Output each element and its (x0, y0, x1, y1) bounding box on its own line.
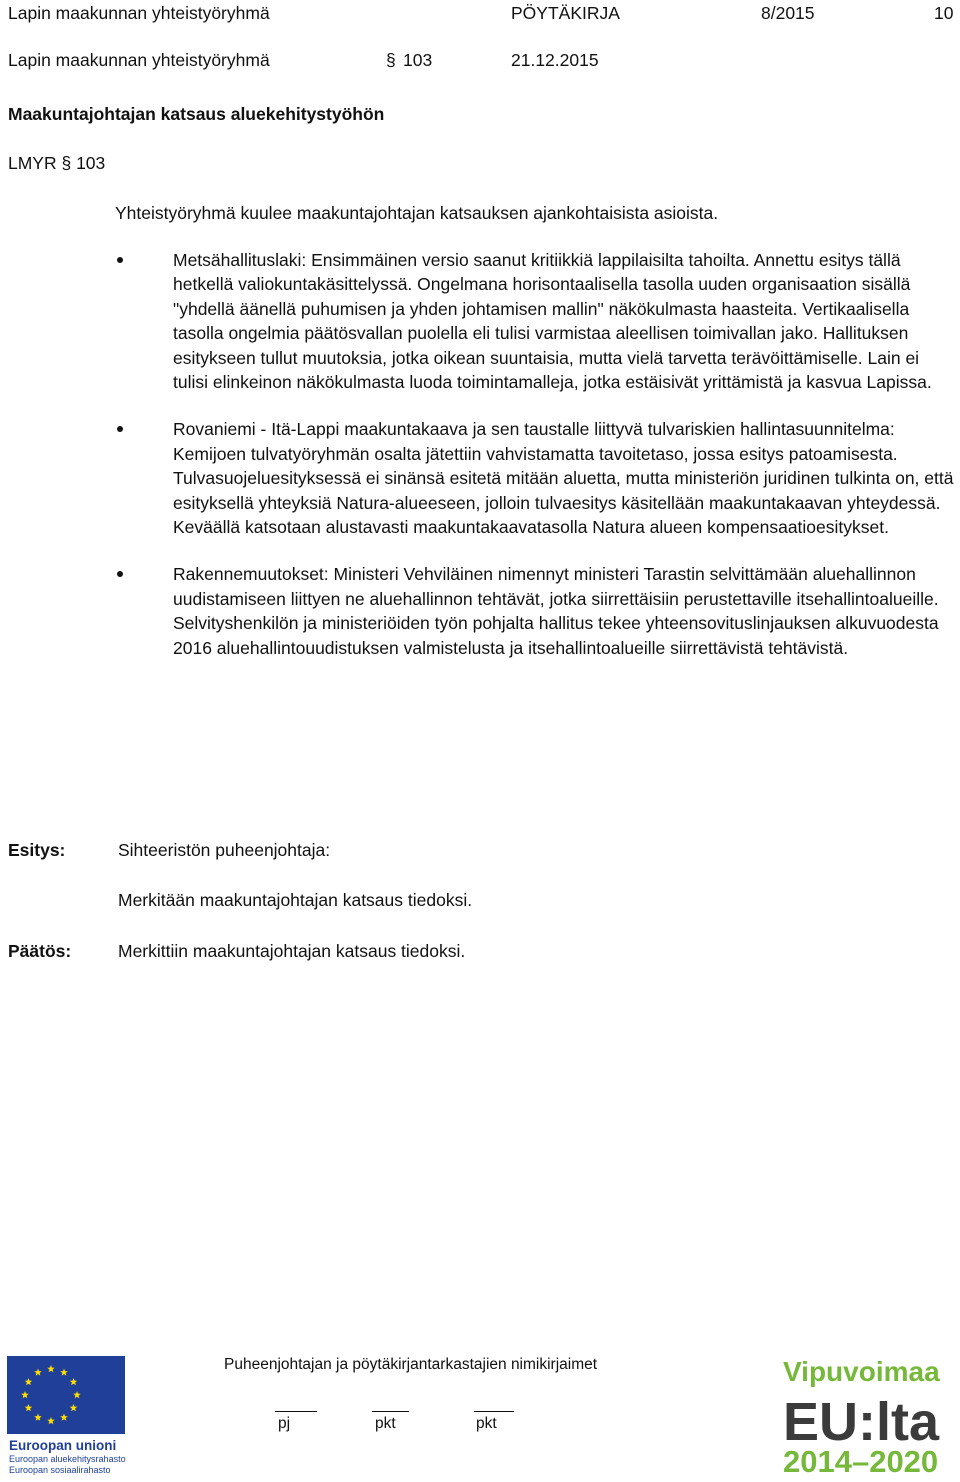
vipu-years: 2014–2020 (783, 1444, 939, 1477)
decision-text: Merkittiin maakuntajohtajan katsaus tiedoksi. (118, 941, 466, 961)
proposal-presenter: Sihteeristön puheenjohtaja: (118, 840, 331, 860)
eu-star-icon (34, 1414, 42, 1421)
bullet-list (0, 248, 960, 683)
eu-star-icon (25, 1404, 33, 1411)
header-doc-type: PÖYTÄKIRJA (511, 3, 620, 23)
vipuvoimaa-logo-graphic (780, 1352, 958, 1477)
vipu-line1: Vipuvoimaa (783, 1356, 940, 1387)
bullet-icon (117, 257, 123, 263)
eu-star-icon (60, 1414, 68, 1421)
signature-line (372, 1411, 409, 1412)
eu-star-icon (47, 1365, 55, 1372)
eu-star-icon (70, 1378, 78, 1385)
list-item-text: Rovaniemi - Itä-Lappi maakuntakaava ja sen taustalle liittyvä tulvariskien hallintasuunnitelma: Kemijoen tulvatyöryhmän osalta jätettiin vahvistamatta tavoitetaso, jossa esitys patoamisesta. Tulvasuojeluesityksessä ei sinänsä esitetä mitään aluetta, mutta ministeriön juridinen tulkinta on, että esityksellä yhteyksiä Natura-alueeseen, jolloin tulvaesitys käsitellään maakuntakaavan yhteydessä. Keväällä katsotaan alustavasti maakuntakaavatasolla Natura alueen kompensaatioesitykset. (173, 419, 954, 538)
signature-label-pkt: pkt (476, 1415, 497, 1432)
section-sign-icon: § (386, 50, 396, 70)
section-number: 103 (403, 50, 433, 70)
list-item (0, 417, 960, 539)
signature-line (474, 1411, 514, 1412)
signature-line (275, 1411, 317, 1412)
signatures-title: Puheenjohtajan ja pöytäkirjantarkastajien nimikirjaimet (224, 1356, 598, 1373)
eu-star-icon (47, 1417, 55, 1424)
list-item (0, 248, 960, 394)
prior-reference: LMYR § 103 (8, 153, 106, 173)
bullet-icon (117, 571, 123, 577)
decision-label: Päätös: (8, 941, 72, 961)
bullet-icon (117, 426, 123, 432)
eu-star-icon (34, 1368, 42, 1375)
header-doc-number: 8/2015 (761, 3, 815, 23)
vipu-line2: EU:lta (783, 1392, 940, 1452)
eu-star-icon (73, 1391, 81, 1398)
proposal-label: Esitys: (8, 840, 66, 860)
list-item-text: Metsähallituslaki: Ensimmäinen versio saanut kritiikkiä lappilaisilta tahoilta. Annettu esitys tällä hetkellä valiokuntakäsittelyssä. Ongelmana horisontaalisella tasolla uuden organisaation sisällä "yhdellä äänellä puhumisen ja yhden johtamisen mallin" näkökulmasta haasteita. Vertikaalisella tasolla ongelmia päätösvallan puolella eli tulisi varmistaa aleellisen toimivallan jako. Hallituksen esitykseen tullut muutoksia, jotka oikean suuntaisia, mutta vielä tarvetta terävöittämiselle. Lain ei tulisi elinkeinon näkökulmasta luoda toimintamalleja, jotka estäisivät yrittämistä ja kasvua Lapissa. (173, 250, 932, 393)
proposal-text: Merkitään maakuntajohtajan katsaus tiedoksi. (118, 890, 473, 910)
list-item-text: Rakennemuutokset: Ministeri Vehviläinen nimennyt ministeri Tarastin selvittämään aluehallinnon uudistamiseen liittyen ne aluehallinnon tehtävät, jotka siirrettäisiin perustettaville itsehallintoalueille. Selvityshenkilön ja ministeriöiden työn pohjalta hallitus tekee yhteensovituslinjauksen alkuvuodesta 2016 aluehallintouudistuksen valmistelusta ja itsehallintoalueille siirrettävistä tehtävistä. (173, 564, 939, 658)
signature-label-pj: pj (278, 1415, 291, 1432)
section-org: Lapin maakunnan yhteistyöryhmä (8, 50, 270, 70)
eu-logo-name: Euroopan unioni (9, 1438, 117, 1453)
eu-star-icon (21, 1391, 29, 1398)
signature-label-pkt: pkt (375, 1415, 396, 1432)
eu-logo-fund1: Euroopan aluekehitysrahasto (9, 1454, 126, 1464)
eu-flag-icon (7, 1356, 125, 1434)
eu-star-icon (25, 1378, 33, 1385)
list-item (0, 562, 960, 660)
eu-logo (7, 1356, 125, 1476)
vipuvoimaa-logo (780, 1352, 958, 1477)
section-date: 21.12.2015 (511, 50, 599, 70)
eu-logo-fund2: Euroopan sosiaalirahasto (9, 1465, 111, 1475)
eu-star-icon (60, 1368, 68, 1375)
eu-stars-icon (7, 1356, 125, 1434)
header-page-number: 10 (934, 3, 954, 23)
page-title: Maakuntajohtajan katsaus aluekehitystyöhön (8, 104, 385, 124)
intro-text: Yhteistyöryhmä kuulee maakuntajohtajan katsauksen ajankohtaisista asioista. (115, 203, 719, 223)
eu-star-icon (70, 1404, 78, 1411)
header-org: Lapin maakunnan yhteistyöryhmä (8, 3, 270, 23)
